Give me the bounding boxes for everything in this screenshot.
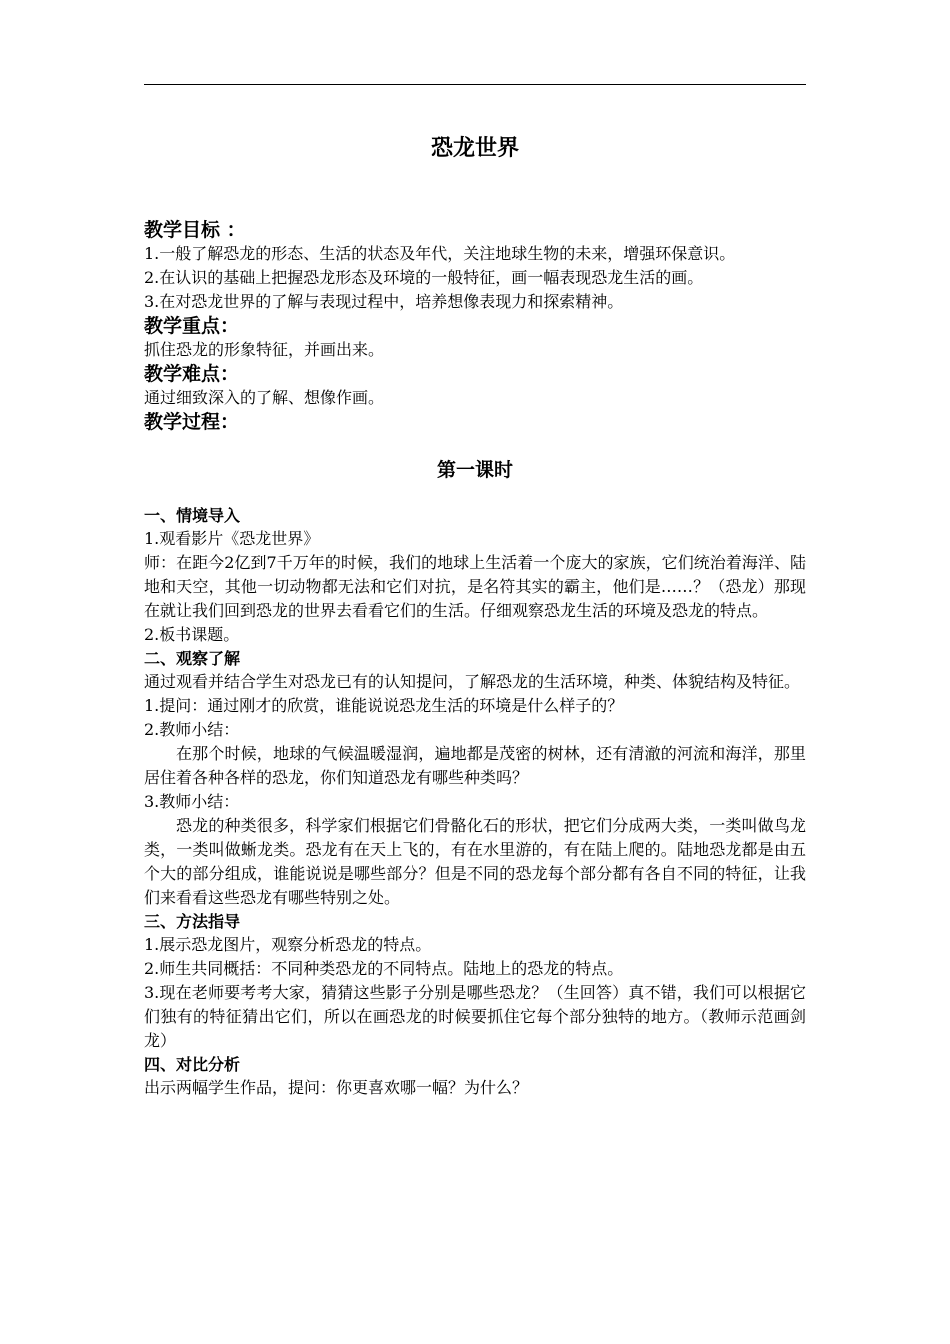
section-line: 师：在距今2亿到7千万年的时候，我们的地球上生活着一个庞大的家族，它们统治着海洋、陆地和天空，其他一切动物都无法和它们对抗，是名符其实的霸主，他们是……？（恐龙）那现在就让我们回到恐龙的世界去看看它们的生活。仔细观察恐龙生活的环境及恐龙的特点。 — [144, 553, 806, 620]
document-page — [144, 84, 806, 1100]
section-heading: 三、方法指导 — [144, 912, 241, 931]
section-line: 通过观看并结合学生对恐龙已有的认知提问，了解恐龙的生活环境，种类、体貌结构及特征。 — [144, 672, 801, 691]
section-line: 出示两幅学生作品，提问：你更喜欢哪一幅？为什么？ — [144, 1078, 529, 1097]
difficulties-text: 通过细致深入的了解、想像作画。 — [144, 388, 385, 407]
document-title: 恐龙世界 — [430, 136, 519, 161]
goals-heading: 教学目标 ： — [144, 219, 246, 241]
section-line: 1.观看影片《恐龙世界》 — [144, 529, 320, 548]
goal-item: 3.在对恐龙世界的了解与表现过程中，培养想像表现力和探索精神。 — [144, 292, 624, 311]
section-line: 在那个时候，地球的气候温暖湿润，遍地都是茂密的树林，还有清澈的河流和海洋，那里居住着各种各样的恐龙，你们知道恐龙有哪些种类吗？ — [144, 744, 806, 787]
key-points-text: 抓住恐龙的形象特征，并画出来。 — [144, 340, 385, 359]
section-heading: 一、情境导入 — [144, 506, 241, 525]
lesson-title: 第一课时 — [436, 459, 513, 481]
section-line: 2.师生共同概括：不同种类恐龙的不同特点。陆地上的恐龙的特点。 — [144, 959, 624, 978]
section-line: 2.教师小结： — [144, 720, 240, 739]
goal-item: 2.在认识的基础上把握恐龙形态及环境的一般特征，画一幅表现恐龙生活的画。 — [144, 268, 704, 287]
section-heading: 四、对比分析 — [144, 1055, 241, 1074]
section-line: 3.教师小结： — [144, 792, 240, 811]
section-line: 1.展示恐龙图片，观察分析恐龙的特点。 — [144, 935, 432, 954]
goal-item: 1.一般了解恐龙的形态、生活的状态及年代，关注地球生物的未来，增强环保意识。 — [144, 244, 736, 263]
section-line: 1.提问：通过刚才的欣赏，谁能说说恐龙生活的环境是什么样子的？ — [144, 696, 624, 715]
section-line: 2.板书课题。 — [144, 625, 240, 644]
key-points-heading: 教学重点： — [144, 315, 240, 337]
section-heading: 二、观察了解 — [144, 649, 241, 668]
process-heading: 教学过程： — [144, 411, 240, 433]
section-line: 恐龙的种类很多，科学家们根据它们骨骼化石的形状，把它们分成两大类，一类叫做鸟龙类，一类叫做蜥龙类。恐龙有在天上飞的，有在水里游的，有在陆上爬的。陆地恐龙都是由五个大的部分组成，谁能说说是哪些部分？但是不同的恐龙每个部分都有各自不同的特征，让我们来看看这些恐龙有哪些特别之处。 — [144, 816, 806, 907]
section-line: 3.现在老师要考考大家，猜猜这些影子分别是哪些恐龙？（生回答）真不错，我们可以根据它们独有的特征猜出它们，所以在画恐龙的时候要抓住它每个部分独特的地方。（教师示范画剑龙） — [144, 983, 806, 1050]
difficulties-heading: 教学难点： — [144, 363, 240, 385]
